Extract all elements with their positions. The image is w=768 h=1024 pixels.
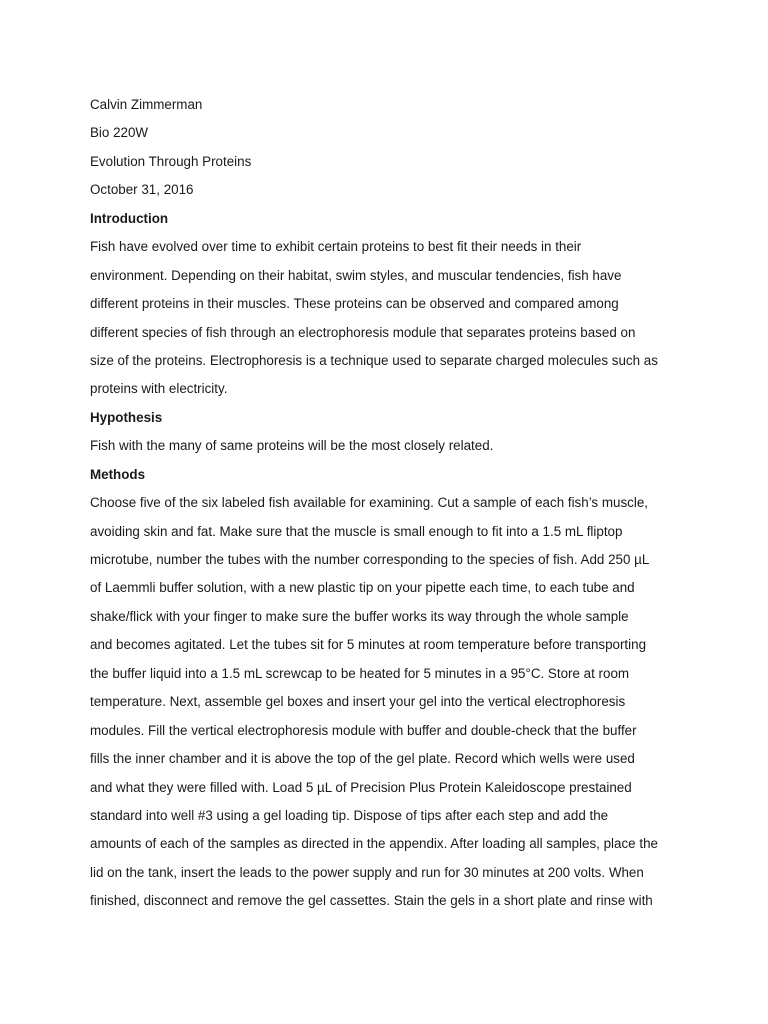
methods-line: modules. Fill the vertical electrophoresis module with buffer and double-check that the buffer (90, 722, 637, 738)
methods-line: of Laemmli buffer solution, with a new plastic tip on your pipette each time, to each tube and (90, 580, 635, 596)
methods-line: the buffer liquid into a 1.5 mL screwcap to be heated for 5 minutes in a 95°C. Store at room (90, 665, 630, 681)
methods-line: finished, disconnect and remove the gel cassettes. Stain the gels in a short plate and rinse with (90, 893, 653, 909)
introduction-line: environment. Depending on their habitat, swim styles, and muscular tendencies, fish have (90, 267, 622, 283)
methods-line: avoiding skin and fat. Make sure that the muscle is small enough to fit into a 1.5 mL fliptop (90, 523, 623, 539)
hypothesis-heading: Hypothesis (90, 409, 163, 425)
document-page (90, 91, 680, 916)
introduction-line: different species of fish through an electrophoresis module that separates proteins based on (90, 324, 636, 340)
introduction-line: different proteins in their muscles. These proteins can be observed and compared among (90, 296, 619, 312)
methods-heading: Methods (90, 466, 146, 482)
methods-line: and becomes agitated. Let the tubes sit for 5 minutes at room temperature before transporting (90, 637, 647, 653)
methods-line: and what they were filled with. Load 5 µL of Precision Plus Protein Kaleidoscope prestained (90, 779, 632, 795)
document-date: October 31, 2016 (90, 182, 194, 198)
methods-line: shake/flick with your finger to make sure the buffer works its way through the whole sample (90, 608, 629, 624)
methods-line: temperature. Next, assemble gel boxes and insert your gel into the vertical electrophoresis (90, 694, 626, 710)
introduction-heading: Introduction (90, 210, 169, 226)
methods-line: standard into well #3 using a gel loading tip. Dispose of tips after each step and add the (90, 807, 609, 823)
methods-line: amounts of each of the samples as directed in the appendix. After loading all samples, place the (90, 836, 658, 852)
author-name: Calvin Zimmerman (90, 97, 203, 112)
introduction-line: proteins with electricity. (90, 381, 228, 397)
methods-line: Choose five of the six labeled fish available for examining. Cut a sample of each fish’s muscle, (90, 495, 648, 511)
methods-line: fills the inner chamber and it is above the top of the gel plate. Record which wells were used (90, 751, 635, 767)
methods-line: microtube, number the tubes with the number corresponding to the species of fish. Add 250 µL (90, 552, 650, 567)
introduction-line: size of the proteins. Electrophoresis is a technique used to separate charged molecules such as (90, 352, 658, 368)
introduction-line: Fish have evolved over time to exhibit certain proteins to best fit their needs in their (90, 239, 582, 255)
course-code: Bio 220W (90, 125, 149, 141)
document-title: Evolution Through Proteins (90, 153, 252, 169)
methods-line: lid on the tank, insert the leads to the power supply and run for 30 minutes at 200 volts. When (90, 864, 644, 880)
hypothesis-line: Fish with the many of same proteins will be the most closely related. (90, 438, 494, 454)
